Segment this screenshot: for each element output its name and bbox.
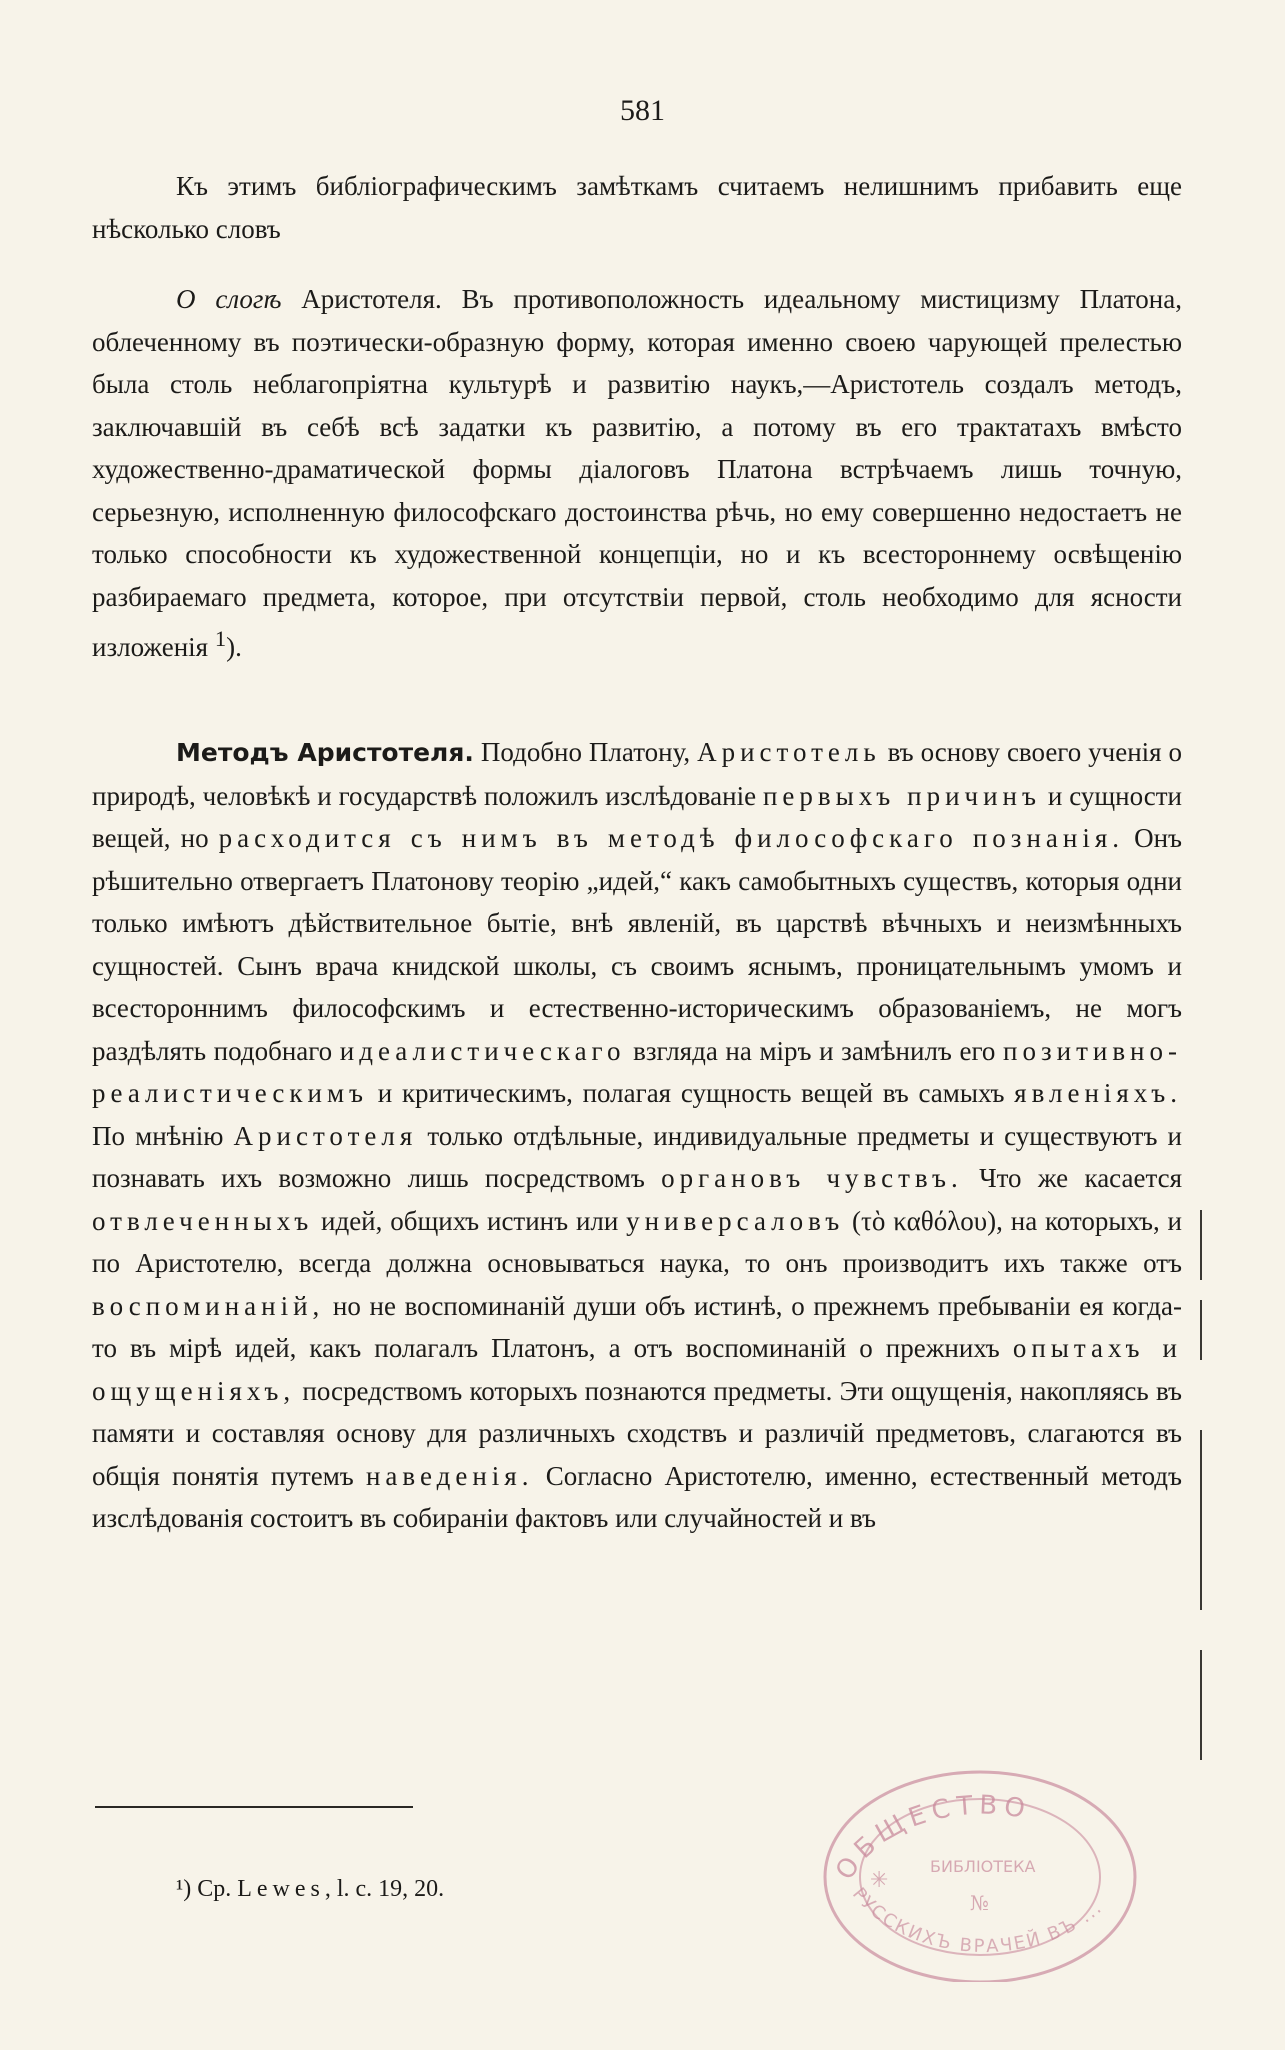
method-text: идей, общихъ истинъ или [313,1205,627,1236]
method-text: Подобно Платону, [473,737,698,767]
spaced-term: наведенія. [365,1460,534,1491]
method-text: По мнѣнію [92,1120,234,1151]
footnote-author: Lewes [237,1876,325,1902]
method-text: взгляда на міръ и замѣнилъ его [625,1035,1003,1066]
spaced-term: воспоминаній, [92,1290,325,1321]
spaced-term: явленіяхъ. [1014,1078,1182,1108]
footnote-text: Ср. [191,1876,238,1902]
style-text: Аристотеля. Въ противоположность идеальному мистицизму Платона, облеченному въ поэтически-образную форму, которая именно своею чарующей прелестью была столь неблагопріятна культурѣ и развитію наукъ,—Аристотель создалъ методъ, заключавшій въ себѣ всѣ задатки къ развитію, а потому въ его трактатахъ вмѣсто художественно-драматической формы діалоговъ Платона встрѣчаемъ лишь точную, серьезную, исполненную философскаго достоинства рѣчь, но ему совершенно недостаетъ не только способности къ художественной концепціи, но и къ всестороннему освѣщенію разбираемаго предмета, которое, при отсутствіи первой, столь необходимо для ясности изложенія [92,284,1182,662]
spaced-term: Аристотель [697,737,881,767]
method-text: въ основу своего ученія о природѣ, человѣкѣ и государствѣ положилъ изслѣдованіе [92,737,1183,811]
margin-line [1200,1430,1202,1610]
stamp-number: № [970,1891,989,1915]
paragraph-intro [92,165,1182,250]
spaced-term: универсаловъ [626,1205,845,1236]
spaced-term: расходится съ нимъ въ методѣ философскаго познанія. [218,823,1125,853]
method-text: (τὸ καθόλου), на которыхъ, и по Аристотелю, всегда должна основываться наука, то онъ производитъ ихъ также отъ [92,1205,1182,1278]
footnote [176,1876,444,1903]
method-text: и сущности вещей, но [92,780,1182,853]
footnote-divider [95,1806,413,1808]
spaced-term: первыхъ причинъ [762,780,1041,811]
paragraph-style [92,278,1182,669]
method-text: Согласно Аристотелю, именно, естественный методъ изслѣдованія состоитъ въ собираніи фактовъ или случайностей и въ [92,1460,1183,1533]
spaced-term: отвлеченныхъ [92,1205,314,1236]
stamp-star-icon: ✳ [870,1868,889,1893]
footnote-mark: ¹) [176,1876,192,1902]
paragraph-method [92,731,1182,1540]
method-text: Онъ рѣшительно отвергаетъ Платонову теорію „идей,“ какъ самобытныхъ существъ, которыя одни только имѣютъ дѣйствительное бытіе, внѣ явленій, въ царствѣ вѣчныхъ и неизмѣнныхъ сущностей. Сынъ врача книдской школы, съ своимъ яснымъ, проницательнымъ умомъ и всестороннимъ философскимъ и естественно-историческимъ образованіемъ, не могъ раздѣлять подобнаго [92,823,1182,1066]
footnote-rest: , l. c. 19, 20. [324,1876,445,1902]
stamp-middle-text: БИБЛІОТЕКА [930,1857,1036,1876]
stamp-top-text: ОБЩЕСТВО [830,1790,1034,1886]
margin-line [1200,1300,1202,1360]
method-text: Что же касается [962,1163,1182,1193]
spaced-term: Аристотеля [233,1120,418,1151]
method-text: посредствомъ которыхъ познаются предметы. Эти ощущенія, накопляясь въ памяти и составляя основу для различныхъ сходствъ и различій предметовъ, слагаются въ общія понятія путемъ [92,1375,1182,1491]
page-number: 581 [620,94,665,127]
style-end: ). [226,632,242,662]
stamp-bottom-text: РУССКИХЪ ВРАЧЕЙ ВЪ ... [848,1883,1107,1958]
spaced-term: органовъ чувствъ. [661,1163,963,1193]
paragraph-intro-text: Къ этимъ библіографическимъ замѣткамъ считаемъ нелишнимъ прибавить еще нѣсколько словъ [92,171,1182,244]
method-text: и критическимъ, полагая сущность вещей въ самыхъ [368,1078,1015,1108]
spaced-term: идеалистическаго [339,1035,626,1066]
library-stamp [810,1752,1140,1982]
margin-marks [1198,1210,1206,1810]
margin-line [1200,1650,1202,1760]
method-text: но не воспоминаній души объ истинѣ, о прежнемъ пребываніи ея когда-то въ мірѣ идей, какъ полагалъ Платонъ, а отъ воспоминаній о прежнихъ [92,1290,1182,1363]
margin-line [1200,1210,1202,1280]
method-text: только отдѣльные, индивидуальные предметы и существуютъ и познавать ихъ возможно лишь посредствомъ [92,1120,1182,1193]
section-heading: Методъ Аристотеля. [176,738,474,767]
spaced-term: опытахъ и ощущеніяхъ, [92,1333,1182,1406]
spaced-term: позитивно-реалистическимъ [92,1035,1183,1108]
style-lead: О слогѣ [176,284,282,314]
footnote-reference: 1 [214,626,227,651]
